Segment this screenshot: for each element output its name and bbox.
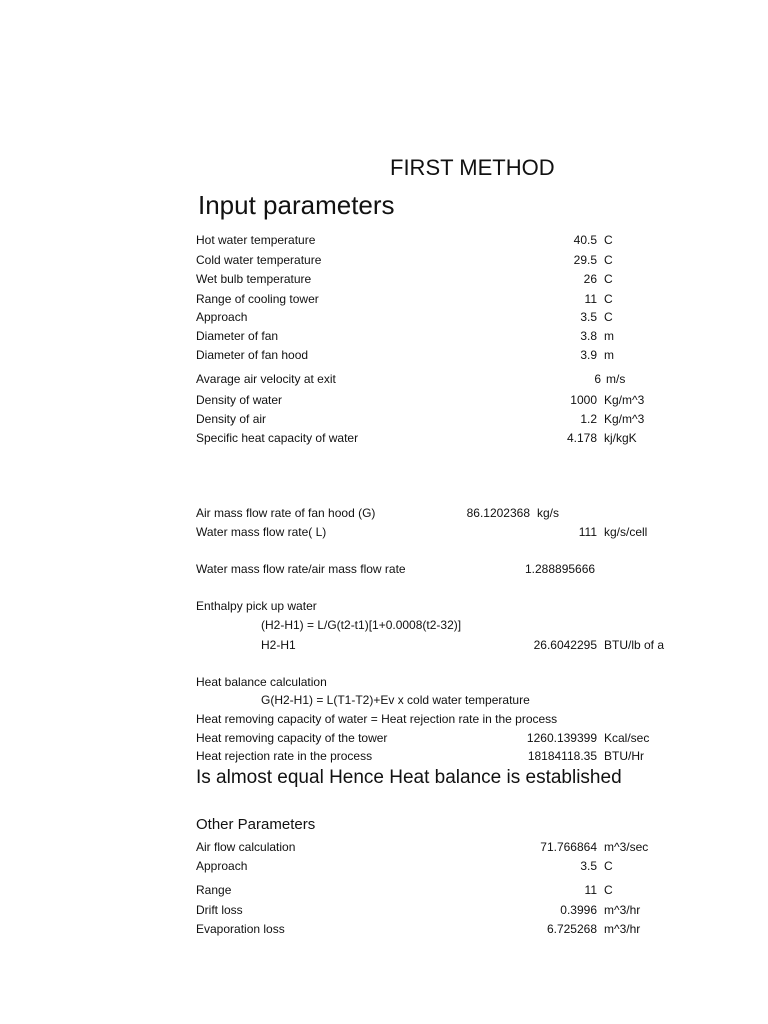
input-unit: C bbox=[604, 233, 613, 247]
input-unit: C bbox=[604, 292, 613, 306]
input-label: Range of cooling tower bbox=[196, 292, 319, 306]
flow-value: 86.1202368 bbox=[466, 506, 530, 520]
input-unit: kj/kgK bbox=[604, 431, 637, 445]
input-value: 1000 bbox=[570, 393, 597, 407]
input-label: Diameter of fan bbox=[196, 329, 279, 343]
input-label: Diameter of fan hood bbox=[196, 348, 309, 362]
enthalpy-value: 26.6042295 bbox=[533, 638, 597, 652]
heat-label: Heat rejection rate in the process bbox=[196, 749, 373, 763]
heat-balance-heading: Heat balance calculation bbox=[196, 675, 327, 689]
heat-balance-formula: G(H2-H1) = L(T1-T2)+Ev x cold water temperature bbox=[261, 693, 530, 707]
input-unit: Kg/m^3 bbox=[604, 412, 645, 426]
input-label: Wet bulb temperature bbox=[196, 272, 312, 286]
other-label: Range bbox=[196, 883, 232, 897]
input-value: 3.5 bbox=[580, 310, 597, 324]
other-value: 11 bbox=[584, 883, 597, 897]
input-unit: C bbox=[604, 310, 613, 324]
input-unit: m bbox=[604, 348, 614, 362]
other-unit: m^3/hr bbox=[604, 903, 641, 917]
other-label: Air flow calculation bbox=[196, 840, 296, 854]
input-value: 4.178 bbox=[566, 431, 597, 445]
heat-balance-statement: Heat removing capacity of water = Heat rejection rate in the process bbox=[196, 712, 558, 726]
other-value: 0.3996 bbox=[560, 903, 597, 917]
other-parameters-heading: Other Parameters bbox=[196, 816, 316, 833]
other-unit: C bbox=[604, 883, 613, 897]
flow-value: 111 bbox=[578, 525, 597, 539]
heat-label: Heat removing capacity of the tower bbox=[196, 731, 388, 745]
ratio-value: 1.288895666 bbox=[525, 562, 596, 576]
other-unit: C bbox=[604, 859, 613, 873]
input-parameters-heading: Input parameters bbox=[198, 190, 395, 220]
input-value: 11 bbox=[584, 292, 597, 306]
other-value: 3.5 bbox=[580, 859, 597, 873]
flow-unit: kg/s bbox=[537, 506, 560, 520]
other-label: Drift loss bbox=[196, 903, 243, 917]
input-label: Specific heat capacity of water bbox=[196, 431, 359, 445]
enthalpy-unit: BTU/lb of a bbox=[604, 638, 665, 652]
input-value: 3.9 bbox=[580, 348, 597, 362]
conclusion-text: Is almost equal Hence Heat balance is established bbox=[196, 767, 622, 788]
input-value: 29.5 bbox=[573, 253, 597, 267]
other-label: Approach bbox=[196, 859, 248, 873]
input-value: 26 bbox=[583, 272, 597, 286]
flow-label: Water mass flow rate( L) bbox=[196, 525, 327, 539]
other-value: 6.725268 bbox=[546, 922, 597, 936]
input-value: 1.2 bbox=[580, 412, 597, 426]
heat-unit: Kcal/sec bbox=[604, 731, 650, 745]
heat-value: 18184118.35 bbox=[527, 749, 597, 763]
heat-value: 1260.139399 bbox=[526, 731, 597, 745]
other-unit: m^3/hr bbox=[604, 922, 641, 936]
input-label: Density of water bbox=[196, 393, 283, 407]
input-label: Avarage air velocity at exit bbox=[196, 372, 336, 386]
ratio-label: Water mass flow rate/air mass flow rate bbox=[196, 562, 406, 576]
enthalpy-label: H2-H1 bbox=[261, 638, 296, 652]
enthalpy-formula: (H2-H1) = L/G(t2-t1)[1+0.0008(t2-32)] bbox=[261, 618, 462, 632]
other-unit: m^3/sec bbox=[604, 840, 649, 854]
other-value: 71.766864 bbox=[540, 840, 597, 854]
input-unit: C bbox=[604, 253, 613, 267]
heat-unit: BTU/Hr bbox=[604, 749, 644, 763]
input-label: Hot water temperature bbox=[196, 233, 316, 247]
input-label: Approach bbox=[196, 310, 248, 324]
input-label: Cold water temperature bbox=[196, 253, 322, 267]
flow-unit: kg/s/cell bbox=[604, 525, 648, 539]
input-unit: Kg/m^3 bbox=[604, 393, 645, 407]
input-label: Density of air bbox=[196, 412, 267, 426]
input-unit: m/s bbox=[606, 372, 626, 386]
input-unit: C bbox=[604, 272, 613, 286]
input-value: 40.5 bbox=[573, 233, 597, 247]
input-unit: m bbox=[604, 329, 614, 343]
flow-label: Air mass flow rate of fan hood (G) bbox=[196, 506, 376, 520]
enthalpy-heading: Enthalpy pick up water bbox=[196, 599, 317, 613]
input-value: 6 bbox=[594, 372, 601, 386]
other-label: Evaporation loss bbox=[196, 922, 285, 936]
input-value: 3.8 bbox=[580, 329, 597, 343]
page-title: FIRST METHOD bbox=[390, 155, 555, 180]
